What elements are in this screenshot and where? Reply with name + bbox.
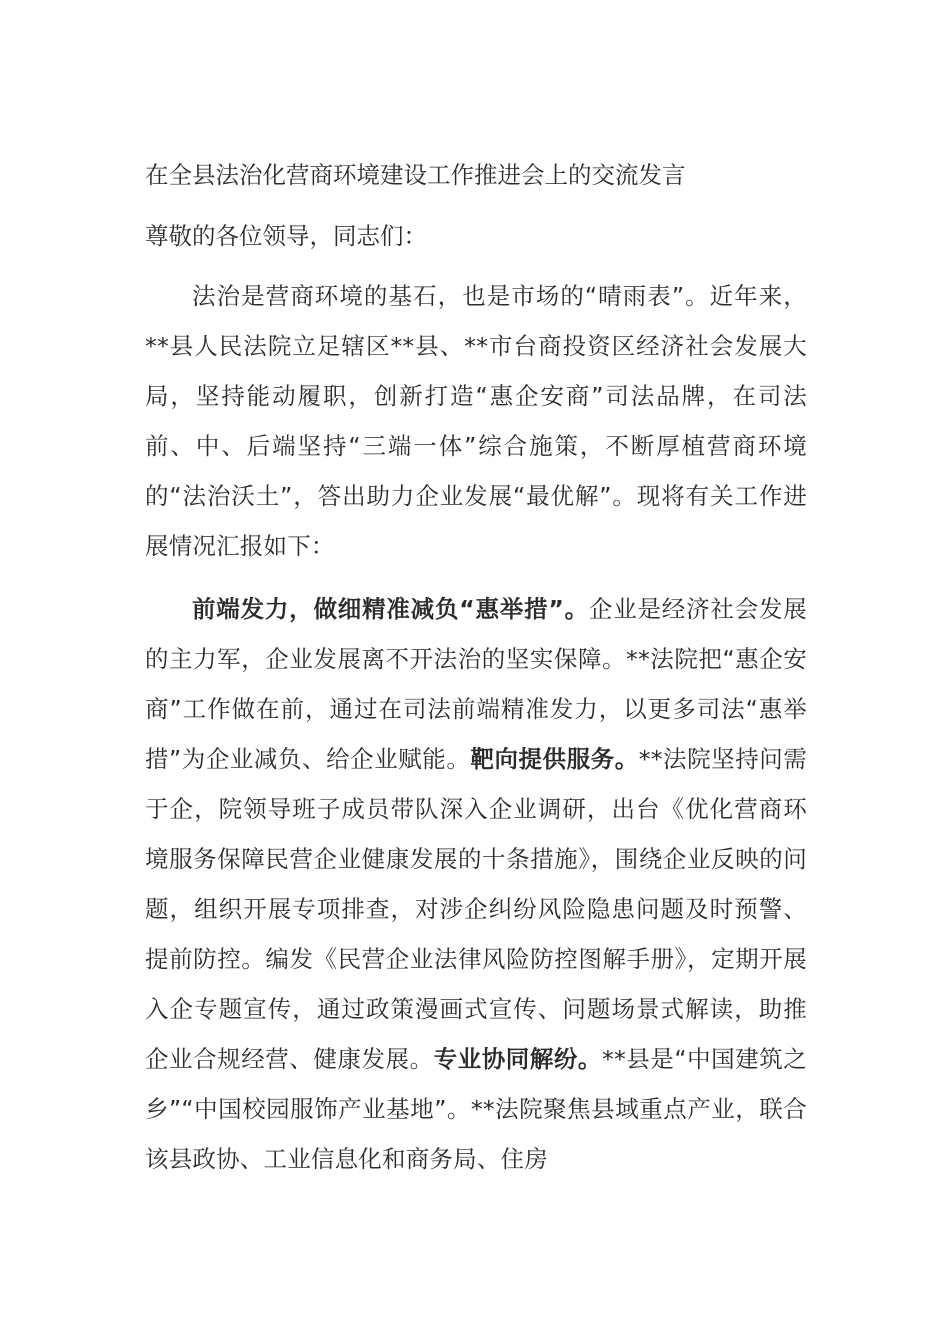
subheading-dispute-resolution: 专业协同解纷。 bbox=[433, 1045, 602, 1073]
section-heading: 前端发力，做细精准减负“惠举措”。 bbox=[192, 595, 589, 623]
greeting: 尊敬的各位领导，同志们： bbox=[145, 222, 427, 250]
document-title: 在全县法治化营商环境建设工作推进会上的交流发言 bbox=[145, 161, 686, 189]
paragraph-text: **县是“中国建筑之乡”“中国校园服饰产业基地”。**法院聚焦县域重点产业，联合该县政协、工业信息化和商务局、住房 bbox=[145, 1045, 807, 1173]
paragraph-intro: 法治是营商环境的基石，也是市场的“晴雨表”。近年来，**县人民法院立足辖区**县、**市台商投资区经济社会发展大局，坚持能动履职，创新打造“惠企安商”司法品牌，在司法前、中、后端坚持“三端一体”综合施策，不断厚植营商环境的“法治沃土”，答出助力企业发展“最优解”。现将有关工作进展情况汇报如下： bbox=[145, 282, 807, 560]
subheading-targeted-service: 靶向提供服务。 bbox=[470, 745, 639, 773]
paragraph-text: 企业是经济社会发展的主力军，企业发展离不开法治的坚实保障。**法院把“惠企安商”工作做在前，通过在司法前端精准发力，以更多司法“惠举措”为企业减负、给企业赋能。 bbox=[145, 595, 807, 773]
paragraph-front-end bbox=[145, 584, 807, 1184]
paragraph-text: **法院坚持问需于企，院领导班子成员带队深入企业调研，出台《优化营商环境服务保障民营企业健康发展的十条措施》，围绕企业反映的问题，组织开展专项排查，对涉企纠纷风险隐患问题及时预警、提前防控。编发《民营企业法律风险防控图解手册》，定期开展入企专题宣传，通过政策漫画式宣传、问题场景式解读，助推企业合规经营、健康发展。 bbox=[145, 745, 807, 1073]
